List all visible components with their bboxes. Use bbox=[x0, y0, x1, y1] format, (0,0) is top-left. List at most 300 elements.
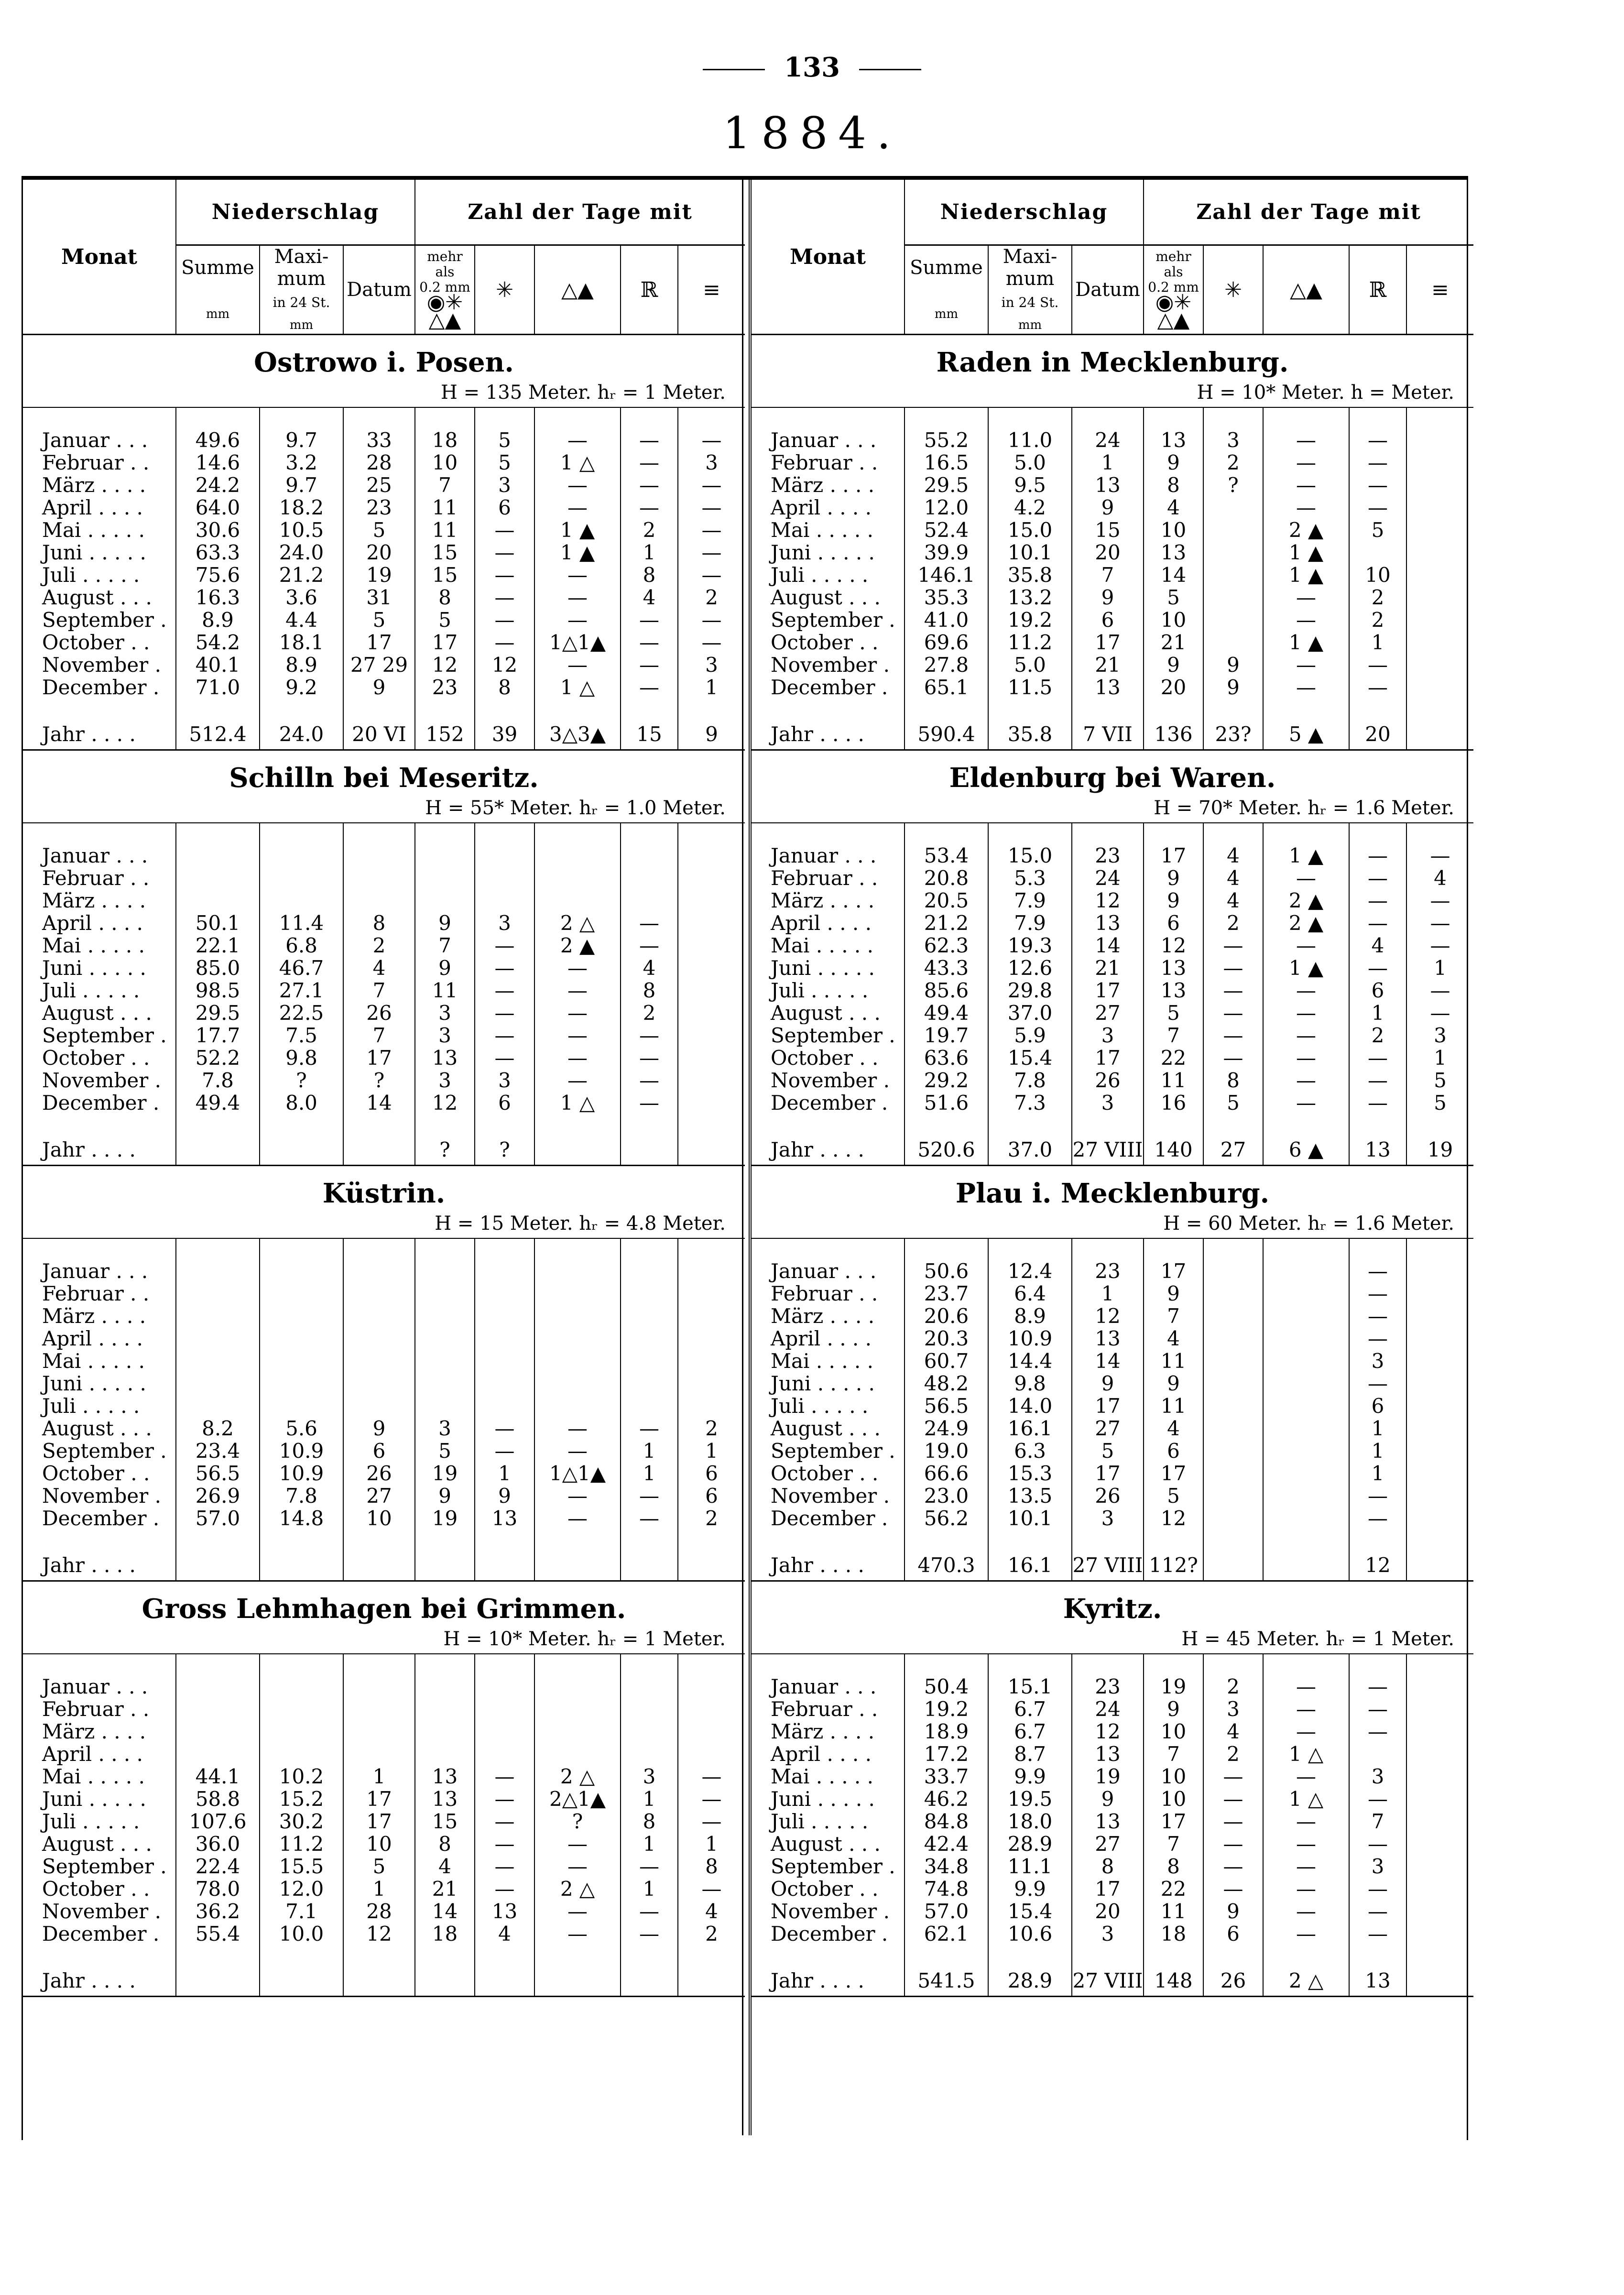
gap-cell bbox=[752, 407, 905, 429]
gap-cell bbox=[678, 1530, 745, 1551]
table-row bbox=[23, 1675, 745, 1698]
table-cell: — bbox=[701, 1810, 722, 1833]
table-cell: 3 bbox=[705, 451, 718, 474]
table-cell: — bbox=[1349, 1675, 1406, 1698]
gap-cell bbox=[621, 1654, 678, 1675]
gap-cell bbox=[621, 1238, 678, 1260]
table-row bbox=[752, 1305, 1473, 1327]
table-cell: 52.4 bbox=[905, 519, 988, 541]
month-label: August . . . bbox=[23, 1833, 176, 1855]
table-cell: 98.5 bbox=[176, 979, 260, 1002]
gap-cell bbox=[1349, 699, 1406, 720]
table-cell: 43.3 bbox=[905, 957, 988, 979]
table-cell: — bbox=[701, 609, 722, 631]
month-label: Juli . . . . . bbox=[752, 564, 905, 586]
table-cell: 31 bbox=[343, 586, 415, 609]
table-row bbox=[752, 631, 1473, 654]
table-cell: — bbox=[534, 1923, 621, 1945]
table-cell bbox=[1263, 1305, 1349, 1327]
gap-cell bbox=[534, 699, 621, 720]
table-cell: 17 bbox=[343, 1047, 415, 1069]
table-cell: 29.8 bbox=[988, 979, 1072, 1002]
jahr-label: Jahr . . . . bbox=[752, 1551, 905, 1581]
table-cell: 3 bbox=[1072, 1092, 1144, 1114]
gap-cell bbox=[752, 823, 905, 844]
gap-cell bbox=[415, 1238, 475, 1260]
table-cell: 11.1 bbox=[988, 1855, 1072, 1878]
month-label: November . bbox=[752, 1485, 905, 1507]
table-cell bbox=[343, 1395, 415, 1417]
table-cell: 13 bbox=[1072, 474, 1144, 496]
station-height-row bbox=[23, 378, 745, 407]
table-cell: 19.0 bbox=[905, 1440, 988, 1462]
jahr-row bbox=[23, 1551, 745, 1581]
table-cell: 9 bbox=[1203, 1900, 1263, 1923]
right-column bbox=[749, 180, 1473, 2135]
table-cell bbox=[678, 1069, 745, 1092]
table-cell bbox=[1406, 1350, 1473, 1372]
table-cell bbox=[678, 1092, 745, 1114]
table-cell bbox=[475, 889, 534, 912]
table-cell: 9 bbox=[1144, 1372, 1203, 1395]
table-cell: 84.8 bbox=[905, 1810, 988, 1833]
table-cell: 6 bbox=[1203, 1923, 1263, 1945]
table-cell: 2 ▲ bbox=[534, 934, 621, 957]
table-cell: 29.5 bbox=[176, 1002, 260, 1024]
table-cell: 19 bbox=[1072, 1765, 1144, 1788]
station-height: H = 15 Meter. hᵣ = 4.8 Meter. bbox=[23, 1209, 745, 1238]
table-cell bbox=[678, 867, 745, 889]
table-cell: 16 bbox=[1144, 1092, 1203, 1114]
table-cell: 24 bbox=[1072, 1698, 1144, 1720]
table-cell bbox=[1406, 1698, 1473, 1720]
station-name: Raden in Mecklenburg. bbox=[936, 347, 1289, 378]
table-cell: 6.7 bbox=[988, 1720, 1072, 1743]
month-label: September . bbox=[23, 609, 176, 631]
table-cell: 1 bbox=[621, 1788, 678, 1810]
table-row bbox=[752, 912, 1473, 934]
gap-cell bbox=[1072, 1530, 1144, 1551]
table-cell: — bbox=[621, 451, 678, 474]
table-cell: 50.1 bbox=[176, 912, 260, 934]
table-row bbox=[23, 1305, 745, 1327]
gap-cell bbox=[1203, 699, 1263, 720]
month-label: October . . bbox=[752, 631, 905, 654]
table-cell: 28.9 bbox=[988, 1966, 1072, 1997]
table-row bbox=[752, 519, 1473, 541]
table-cell bbox=[1263, 1485, 1349, 1507]
table-cell: 11 bbox=[415, 519, 475, 541]
table-cell: 18.0 bbox=[988, 1810, 1072, 1833]
table-cell: 7 bbox=[1144, 1305, 1203, 1327]
table-cell: — bbox=[621, 631, 678, 654]
month-label: März . . . . bbox=[752, 1305, 905, 1327]
table-cell: 14 bbox=[1072, 934, 1144, 957]
table-cell: 13 bbox=[1072, 1810, 1144, 1833]
table-cell: 512.4 bbox=[176, 720, 260, 750]
table-cell bbox=[678, 1720, 745, 1743]
table-cell bbox=[1406, 1372, 1473, 1395]
table-cell: 26 bbox=[343, 1462, 415, 1485]
table-cell: 2 bbox=[705, 1417, 718, 1440]
table-cell bbox=[621, 1305, 678, 1327]
table-cell: — bbox=[621, 1417, 678, 1440]
month-label: Mai . . . . . bbox=[752, 934, 905, 957]
fog-icon: ≡ bbox=[678, 245, 745, 335]
table-cell: 10.9 bbox=[260, 1440, 343, 1462]
table-cell: 12.6 bbox=[988, 957, 1072, 979]
table-cell bbox=[621, 1720, 678, 1743]
table-cell: 52.2 bbox=[176, 1047, 260, 1069]
table-row bbox=[23, 1024, 745, 1047]
table-cell: 29.2 bbox=[905, 1069, 988, 1092]
table-cell: 8.9 bbox=[176, 609, 260, 631]
station-name: Plau i. Mecklenburg. bbox=[955, 1178, 1270, 1209]
table-cell: 23 bbox=[1072, 1675, 1144, 1698]
table-cell bbox=[260, 1350, 343, 1372]
table-cell bbox=[621, 1260, 678, 1282]
table-row bbox=[752, 1743, 1473, 1765]
table-cell: 12 bbox=[1072, 1305, 1144, 1327]
table-cell bbox=[1406, 1675, 1473, 1698]
table-cell: 5 bbox=[415, 609, 475, 631]
table-cell: 11 bbox=[1144, 1350, 1203, 1372]
table-cell bbox=[1406, 429, 1473, 451]
table-cell: 2 bbox=[343, 934, 415, 957]
table-cell bbox=[343, 1135, 415, 1166]
table-cell: 7.5 bbox=[260, 1024, 343, 1047]
station-height-row bbox=[23, 1209, 745, 1238]
header-mehr-als: mehr als 0.2 mm ◉✳ △▲ bbox=[415, 245, 475, 335]
table-cell bbox=[475, 1720, 534, 1743]
table-cell bbox=[534, 1698, 621, 1720]
station-title-row bbox=[752, 335, 1473, 379]
table-cell: 69.6 bbox=[905, 631, 988, 654]
table-cell: 1 ▲ bbox=[1263, 631, 1349, 654]
table-cell bbox=[343, 1372, 415, 1395]
gap-cell bbox=[1144, 1654, 1203, 1675]
month-label: December . bbox=[23, 1923, 176, 1945]
table-cell: 11.2 bbox=[260, 1833, 343, 1855]
snow-icon: ✳ bbox=[475, 245, 534, 335]
table-cell: 8 bbox=[475, 676, 534, 699]
table-cell: 8 bbox=[621, 979, 678, 1002]
table-cell bbox=[415, 867, 475, 889]
month-label: November . bbox=[23, 1069, 176, 1092]
station-name: Schilln bei Meseritz. bbox=[229, 762, 539, 794]
table-cell bbox=[475, 1327, 534, 1350]
station-name: Eldenburg bei Waren. bbox=[949, 762, 1276, 794]
table-cell bbox=[260, 1305, 343, 1327]
gap-cell bbox=[415, 1530, 475, 1551]
table-cell: 4 bbox=[343, 957, 415, 979]
table-cell: 13 bbox=[1144, 957, 1203, 979]
table-cell: — bbox=[1203, 1024, 1263, 1047]
table-cell: 2△1▲ bbox=[534, 1788, 621, 1810]
gap-cell bbox=[1263, 1945, 1349, 1966]
gap-cell bbox=[343, 823, 415, 844]
table-cell bbox=[1406, 496, 1473, 519]
gap-cell bbox=[534, 1530, 621, 1551]
table-cell: 7 bbox=[1144, 1833, 1203, 1855]
page-number bbox=[0, 52, 1624, 83]
month-label: April . . . . bbox=[752, 1327, 905, 1350]
table-cell bbox=[1406, 1743, 1473, 1765]
table-cell bbox=[343, 1327, 415, 1350]
table-cell: — bbox=[534, 609, 621, 631]
table-cell: 28 bbox=[343, 1900, 415, 1923]
jahr-label: Jahr . . . . bbox=[752, 720, 905, 750]
dash-right bbox=[859, 69, 921, 70]
table-cell: 1 bbox=[1349, 1002, 1406, 1024]
table-cell: 14.0 bbox=[988, 1395, 1072, 1417]
gap-cell bbox=[176, 1238, 260, 1260]
table-cell: 14 bbox=[1144, 564, 1203, 586]
table-cell bbox=[1263, 1440, 1349, 1462]
table-cell: — bbox=[701, 1765, 722, 1788]
table-cell bbox=[621, 1395, 678, 1417]
thunder-icon: ℝ bbox=[621, 245, 678, 335]
gap-cell bbox=[1406, 699, 1473, 720]
table-cell: — bbox=[1263, 867, 1349, 889]
table-cell: 24.2 bbox=[176, 474, 260, 496]
table-cell: 57.0 bbox=[905, 1900, 988, 1923]
table-cell bbox=[678, 1350, 745, 1372]
table-row bbox=[752, 889, 1473, 912]
table-cell: — bbox=[1263, 609, 1349, 631]
table-cell bbox=[176, 1327, 260, 1350]
table-cell: — bbox=[1349, 1047, 1406, 1069]
table-cell: 17 bbox=[1072, 1462, 1144, 1485]
table-cell: 17 bbox=[1072, 1878, 1144, 1900]
table-cell bbox=[534, 1305, 621, 1327]
table-row bbox=[752, 496, 1473, 519]
table-row bbox=[752, 1282, 1473, 1305]
table-cell: 13 bbox=[1072, 1327, 1144, 1350]
month-label: Juni . . . . . bbox=[752, 957, 905, 979]
table-cell: 56.5 bbox=[905, 1395, 988, 1417]
table-cell: 12 bbox=[1349, 1551, 1406, 1581]
table-cell: 15.2 bbox=[260, 1788, 343, 1810]
table-cell: 23 bbox=[415, 676, 475, 699]
station-title-row bbox=[752, 1581, 1473, 1625]
table-cell: 1 △ bbox=[534, 676, 621, 699]
month-label: Mai . . . . . bbox=[752, 1350, 905, 1372]
table-cell: 1 ▲ bbox=[534, 519, 621, 541]
header-summe: Summe mm bbox=[905, 245, 988, 335]
table-cell bbox=[621, 1350, 678, 1372]
table-cell: 13 bbox=[1144, 429, 1203, 451]
table-cell: 60.7 bbox=[905, 1350, 988, 1372]
table-cell: 8 bbox=[705, 1855, 718, 1878]
table-row bbox=[752, 1878, 1473, 1900]
table-cell bbox=[260, 1698, 343, 1720]
table-cell: 21 bbox=[415, 1878, 475, 1900]
month-label: September . bbox=[752, 1855, 905, 1878]
table-cell: — bbox=[534, 564, 621, 586]
table-cell: 14.4 bbox=[988, 1350, 1072, 1372]
table-cell: — bbox=[475, 957, 534, 979]
table-cell: 9 bbox=[1144, 1698, 1203, 1720]
gap-cell bbox=[260, 1654, 343, 1675]
table-row bbox=[23, 1417, 745, 1440]
table-cell: — bbox=[621, 1855, 678, 1878]
table-cell: 6 bbox=[475, 1092, 534, 1114]
table-cell: 11.0 bbox=[988, 429, 1072, 451]
table-cell: 4 bbox=[1144, 1417, 1203, 1440]
gap-cell bbox=[260, 1238, 343, 1260]
table-cell bbox=[678, 1966, 745, 1997]
table-cell bbox=[1406, 1462, 1473, 1485]
table-row bbox=[23, 889, 745, 912]
table-cell: 18 bbox=[415, 429, 475, 451]
table-cell bbox=[343, 867, 415, 889]
table-cell: 21 bbox=[1072, 654, 1144, 676]
month-label: October . . bbox=[752, 1878, 905, 1900]
table-cell: 3 bbox=[1349, 1350, 1406, 1372]
month-label: August . . . bbox=[752, 586, 905, 609]
table-cell: 15.0 bbox=[988, 519, 1072, 541]
table-cell bbox=[621, 1135, 678, 1166]
table-cell: — bbox=[1263, 676, 1349, 699]
table-cell: — bbox=[621, 1047, 678, 1069]
table-cell: — bbox=[534, 1507, 621, 1530]
table-cell: 27 bbox=[343, 1485, 415, 1507]
month-label: December . bbox=[23, 1507, 176, 1530]
table-row bbox=[752, 1047, 1473, 1069]
table-row bbox=[23, 1878, 745, 1900]
table-cell bbox=[260, 1720, 343, 1743]
gap-cell bbox=[260, 1530, 343, 1551]
table-cell: 27.8 bbox=[905, 654, 988, 676]
table-cell: 4.4 bbox=[260, 609, 343, 631]
table-cell: 1 bbox=[343, 1878, 415, 1900]
table-cell: 15.0 bbox=[988, 844, 1072, 867]
table-cell: 3 bbox=[415, 1024, 475, 1047]
month-label: August . . . bbox=[23, 1002, 176, 1024]
rainfall-table bbox=[23, 180, 745, 1997]
table-cell: — bbox=[534, 1440, 621, 1462]
table-cell: 136 bbox=[1144, 720, 1203, 750]
table-cell: — bbox=[1349, 912, 1406, 934]
table-cell: 7 bbox=[415, 474, 475, 496]
month-label: Juli . . . . . bbox=[752, 979, 905, 1002]
table-cell: 5 bbox=[343, 519, 415, 541]
table-cell: — bbox=[1349, 1092, 1406, 1114]
month-label: August . . . bbox=[752, 1002, 905, 1024]
table-cell: 85.6 bbox=[905, 979, 988, 1002]
precip-symbol-icon: ◉✳ △▲ bbox=[426, 290, 463, 332]
table-cell bbox=[415, 1305, 475, 1327]
month-label: Februar . . bbox=[23, 1698, 176, 1720]
table-cell: — bbox=[1349, 1485, 1406, 1507]
month-label: Februar . . bbox=[23, 451, 176, 474]
table-cell: 13.2 bbox=[988, 586, 1072, 609]
month-label: April . . . . bbox=[23, 912, 176, 934]
table-cell: 10.1 bbox=[988, 541, 1072, 564]
table-cell: 2 bbox=[621, 519, 678, 541]
station-title-row bbox=[23, 1581, 745, 1625]
table-cell bbox=[1203, 519, 1263, 541]
table-cell: — bbox=[1349, 1282, 1406, 1305]
gap-cell bbox=[905, 1530, 988, 1551]
table-cell: 3.2 bbox=[260, 451, 343, 474]
table-cell: — bbox=[1263, 1047, 1349, 1069]
gap-cell bbox=[23, 823, 176, 844]
table-cell bbox=[1406, 1966, 1473, 1997]
table-cell: — bbox=[475, 541, 534, 564]
table-cell: 12 bbox=[415, 654, 475, 676]
table-cell: 5 bbox=[1144, 1002, 1203, 1024]
table-cell bbox=[343, 1551, 415, 1581]
table-cell: 12 bbox=[1144, 934, 1203, 957]
table-cell: — bbox=[1430, 912, 1450, 934]
table-cell: — bbox=[1203, 1765, 1263, 1788]
gap-cell bbox=[1144, 1238, 1203, 1260]
table-row bbox=[752, 979, 1473, 1002]
table-cell: 9 bbox=[1203, 654, 1263, 676]
table-cell bbox=[475, 1282, 534, 1305]
table-cell bbox=[415, 1350, 475, 1372]
table-cell bbox=[534, 1675, 621, 1698]
station-height-row bbox=[752, 378, 1473, 407]
table-cell: 3 bbox=[1349, 1855, 1406, 1878]
table-cell: 63.6 bbox=[905, 1047, 988, 1069]
month-label: September . bbox=[752, 1440, 905, 1462]
table-cell: — bbox=[701, 541, 722, 564]
table-cell: 8.9 bbox=[988, 1305, 1072, 1327]
table-cell: 24.0 bbox=[260, 720, 343, 750]
table-cell bbox=[534, 1966, 621, 1997]
table-cell: — bbox=[475, 586, 534, 609]
table-cell: 75.6 bbox=[176, 564, 260, 586]
table-row bbox=[752, 1462, 1473, 1485]
gap-cell bbox=[343, 699, 415, 720]
table-cell bbox=[1406, 1485, 1473, 1507]
gap-cell bbox=[534, 1654, 621, 1675]
table-cell bbox=[678, 1327, 745, 1350]
table-cell: 24.9 bbox=[905, 1417, 988, 1440]
table-cell: 2 ▲ bbox=[1263, 912, 1349, 934]
table-cell bbox=[1406, 1878, 1473, 1900]
table-cell bbox=[534, 1743, 621, 1765]
table-cell: — bbox=[534, 1900, 621, 1923]
table-cell: ? bbox=[534, 1810, 621, 1833]
table-cell: 2 bbox=[1203, 1675, 1263, 1698]
table-cell: 11 bbox=[415, 979, 475, 1002]
table-cell: 5 bbox=[1144, 586, 1203, 609]
table-cell bbox=[475, 1305, 534, 1327]
table-cell: — bbox=[1430, 979, 1450, 1002]
table-cell: 19 bbox=[1406, 1135, 1473, 1166]
table-cell bbox=[678, 1135, 745, 1166]
table-cell: 17 bbox=[1144, 844, 1203, 867]
table-cell: 26 bbox=[343, 1002, 415, 1024]
table-row bbox=[752, 429, 1473, 451]
table-cell: 20 bbox=[1144, 676, 1203, 699]
gap-cell bbox=[905, 823, 988, 844]
thunder-icon: ℝ bbox=[1349, 245, 1406, 335]
gap-cell bbox=[678, 1654, 745, 1675]
table-cell: 41.0 bbox=[905, 609, 988, 631]
header-summe: Summe mm bbox=[176, 245, 260, 335]
gap-cell bbox=[176, 823, 260, 844]
table-cell bbox=[343, 1698, 415, 1720]
table-cell: 14.8 bbox=[260, 1507, 343, 1530]
table-cell: 2 bbox=[705, 586, 718, 609]
table-cell: — bbox=[534, 496, 621, 519]
table-cell: 112? bbox=[1144, 1551, 1203, 1581]
